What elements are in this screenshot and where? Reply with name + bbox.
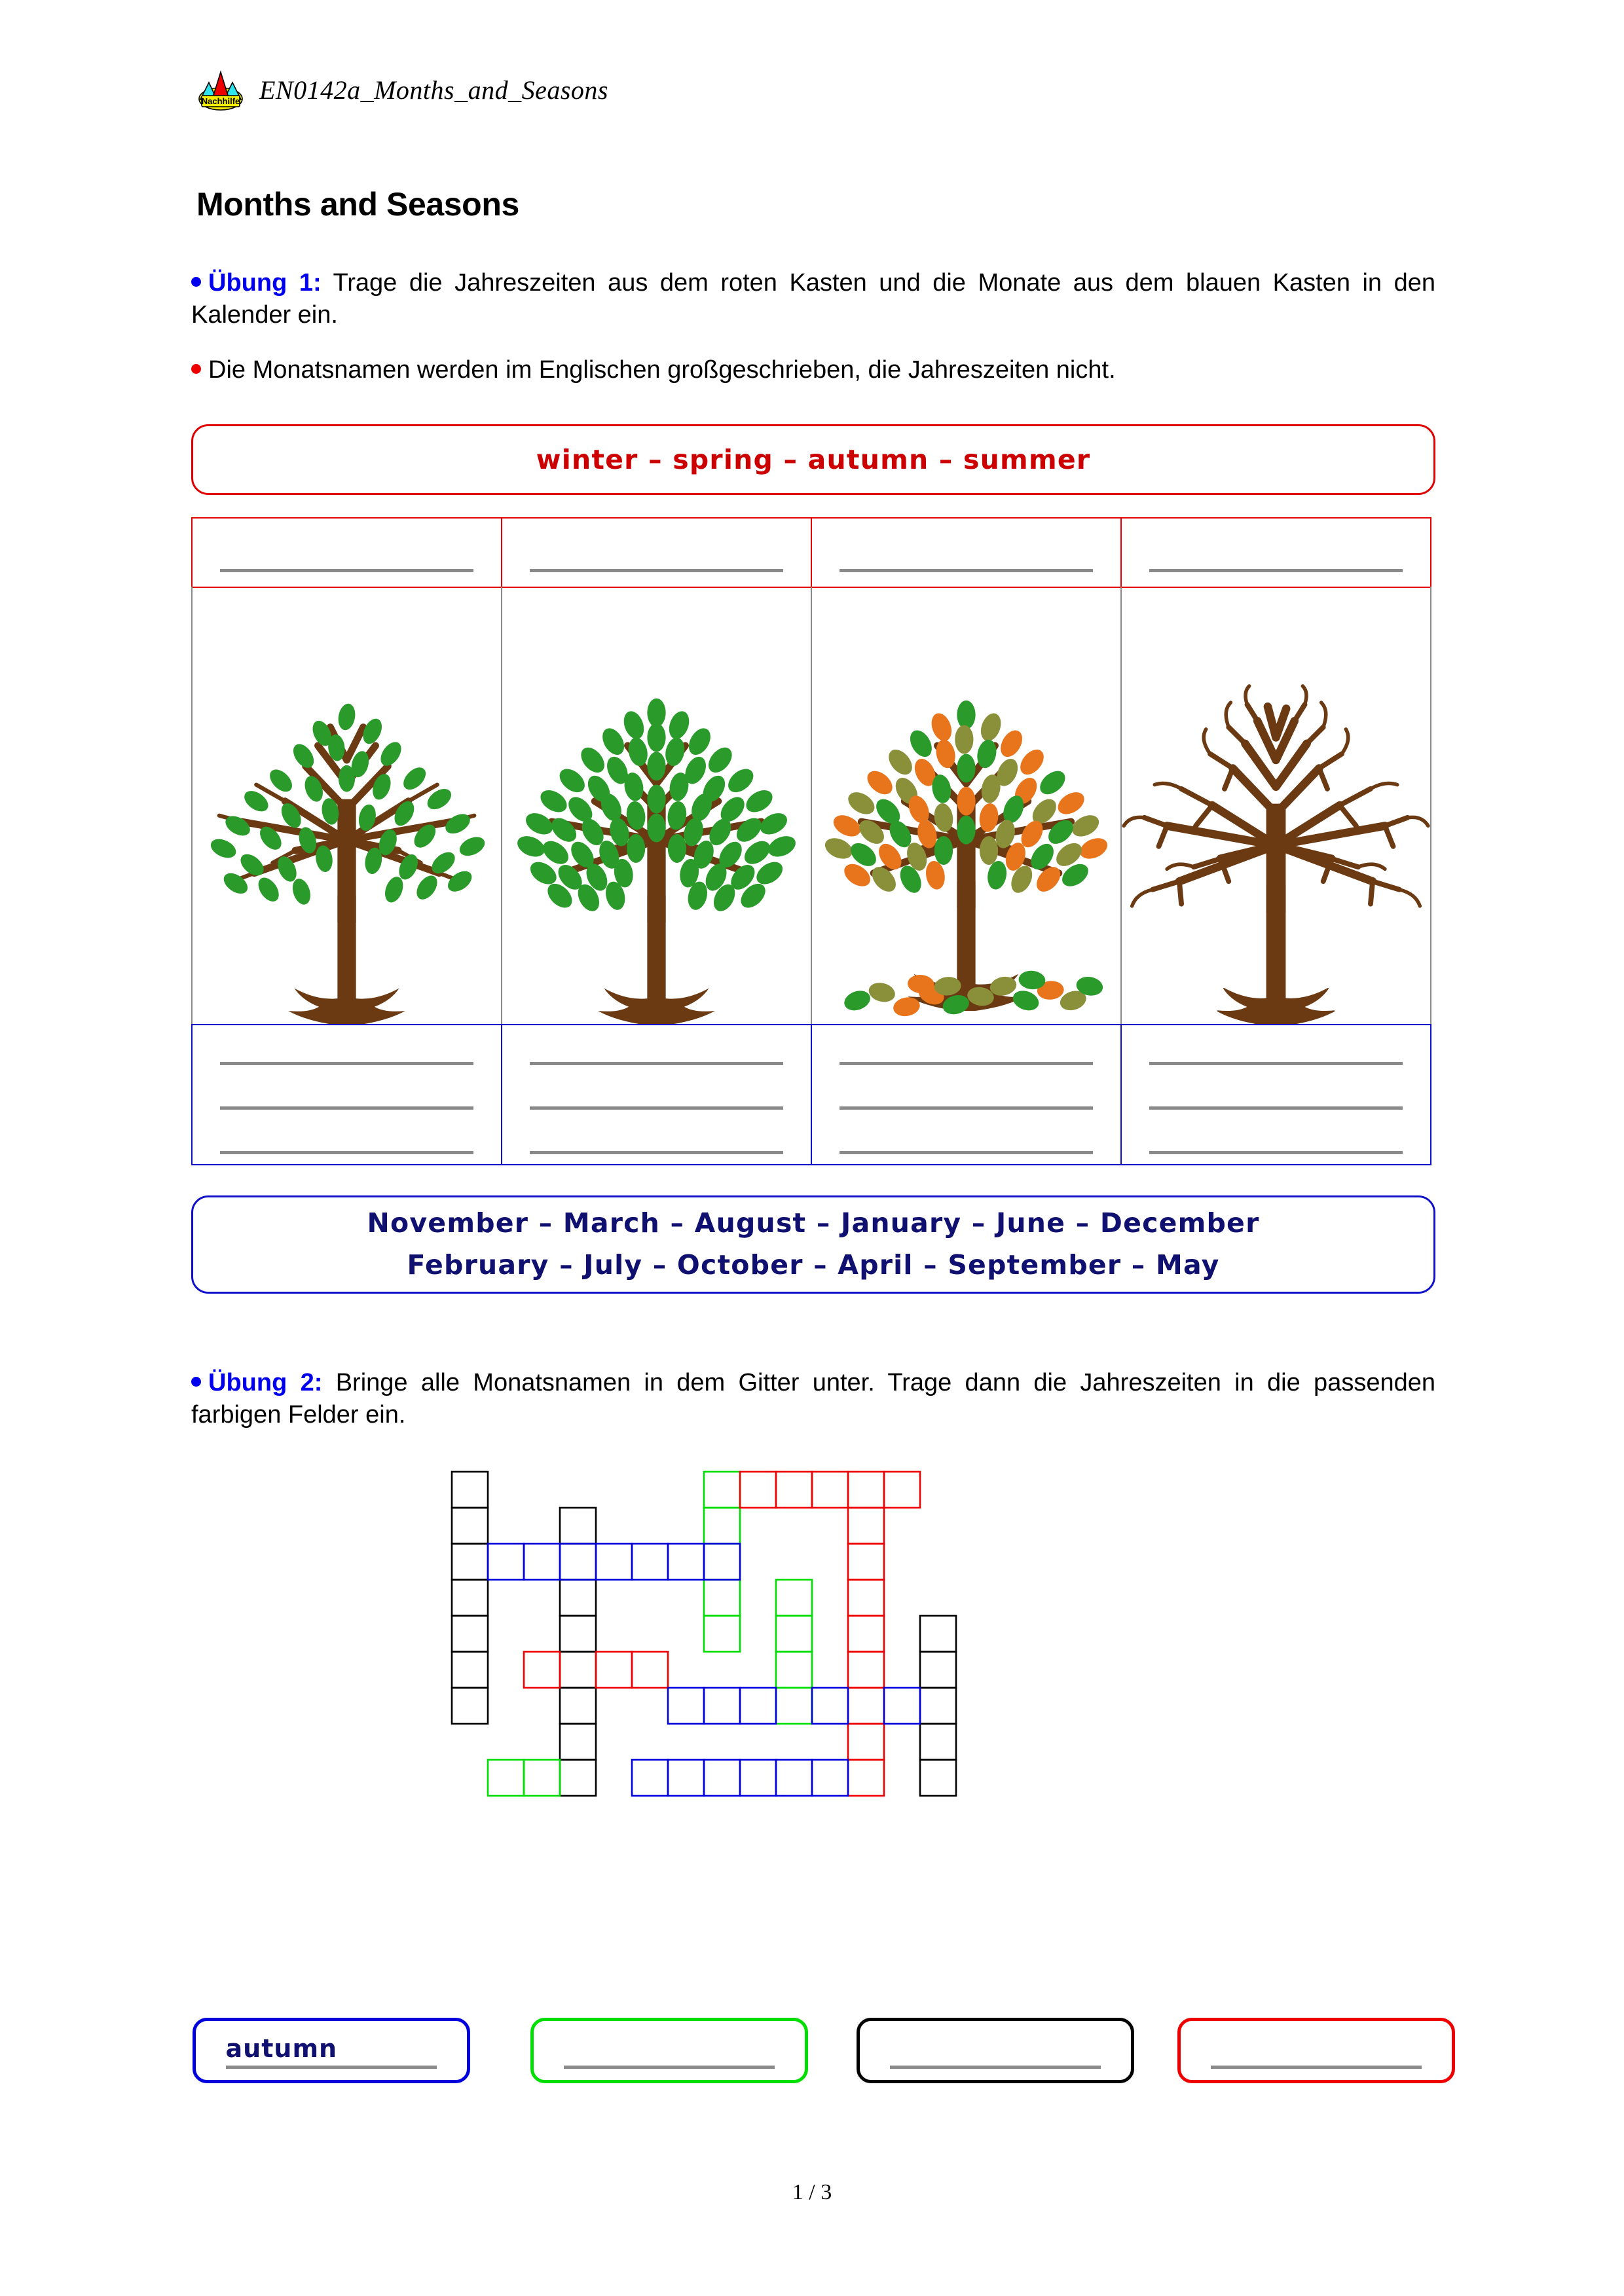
crossword-cell[interactable] bbox=[560, 1760, 596, 1796]
exercise2-instruction bbox=[191, 1367, 1435, 1430]
write-line bbox=[1149, 1062, 1402, 1065]
crossword-cell[interactable] bbox=[920, 1688, 956, 1724]
write-line bbox=[530, 1151, 783, 1154]
crossword-cell[interactable] bbox=[632, 1760, 668, 1796]
crossword-cell[interactable] bbox=[452, 1508, 488, 1544]
bullet-blue-icon bbox=[191, 1377, 201, 1387]
crossword-cell[interactable] bbox=[704, 1616, 740, 1652]
crossword-cell[interactable] bbox=[848, 1616, 884, 1652]
exercise2-label: Übung 2: bbox=[208, 1369, 323, 1396]
crossword-cell[interactable] bbox=[812, 1688, 848, 1724]
crossword-cell[interactable] bbox=[704, 1472, 740, 1508]
crossword-cell[interactable] bbox=[848, 1544, 884, 1580]
month-answer-row bbox=[191, 1024, 1435, 1165]
crossword-cell[interactable] bbox=[776, 1760, 812, 1796]
crossword-cell[interactable] bbox=[632, 1544, 668, 1580]
crossword-cell[interactable] bbox=[560, 1652, 596, 1688]
crossword-cell[interactable] bbox=[452, 1688, 488, 1724]
exercise1-text: Trage die Jahreszeiten aus dem roten Kasten und die Monate aus dem blauen Kasten in den Kalender ein. bbox=[191, 269, 1435, 329]
crossword-cell[interactable] bbox=[884, 1472, 920, 1508]
crossword-cell[interactable] bbox=[848, 1652, 884, 1688]
crossword-cell[interactable] bbox=[668, 1544, 704, 1580]
write-line bbox=[530, 1062, 783, 1065]
crossword-cell[interactable] bbox=[452, 1544, 488, 1580]
crossword-cell[interactable] bbox=[812, 1472, 848, 1508]
month-answer-cell[interactable] bbox=[191, 1024, 502, 1165]
crossword-cell[interactable] bbox=[524, 1652, 560, 1688]
crossword-cell[interactable] bbox=[452, 1472, 488, 1508]
crossword-cell[interactable] bbox=[848, 1724, 884, 1760]
crossword-cell[interactable] bbox=[740, 1760, 776, 1796]
crossword-cell[interactable] bbox=[776, 1472, 812, 1508]
crossword-cell[interactable] bbox=[452, 1580, 488, 1616]
exercise1-note bbox=[191, 354, 1435, 386]
crossword-cell[interactable] bbox=[524, 1544, 560, 1580]
exercise1-note-text: Die Monatsnamen werden im Englischen großgeschrieben, die Jahreszeiten nicht. bbox=[208, 356, 1116, 384]
tree-cell-spring bbox=[191, 587, 502, 1025]
crossword-cell[interactable] bbox=[560, 1544, 596, 1580]
crossword-cell[interactable] bbox=[704, 1688, 740, 1724]
tree-illustration-row bbox=[191, 587, 1435, 1025]
write-line bbox=[530, 569, 783, 572]
crossword-cell[interactable] bbox=[668, 1760, 704, 1796]
write-line bbox=[1211, 2066, 1422, 2069]
write-line bbox=[530, 1106, 783, 1110]
crossword-cell[interactable] bbox=[884, 1688, 920, 1724]
write-line bbox=[220, 1106, 473, 1110]
season-answer-box-red[interactable] bbox=[1177, 2018, 1455, 2083]
bullet-blue-icon bbox=[191, 277, 201, 287]
svg-text:Nachhilfe: Nachhilfe bbox=[201, 96, 240, 106]
spring-tree-icon bbox=[193, 587, 501, 1025]
autumn-tree-icon bbox=[812, 587, 1120, 1025]
crossword-cell[interactable] bbox=[704, 1508, 740, 1544]
crossword-cell[interactable] bbox=[848, 1508, 884, 1544]
nachhilfe-logo-icon bbox=[196, 68, 245, 111]
exercise1-label: Übung 1: bbox=[208, 269, 322, 297]
crossword-cell[interactable] bbox=[488, 1544, 524, 1580]
crossword-cell[interactable] bbox=[848, 1472, 884, 1508]
seasons-word-bank bbox=[191, 424, 1435, 495]
months-word-bank bbox=[191, 1195, 1435, 1294]
crossword-cell[interactable] bbox=[920, 1616, 956, 1652]
crossword-cell[interactable] bbox=[596, 1544, 632, 1580]
write-line bbox=[226, 2066, 437, 2069]
write-line bbox=[890, 2066, 1101, 2069]
crossword-cell[interactable] bbox=[848, 1760, 884, 1796]
write-line bbox=[1149, 569, 1402, 572]
season-calendar-grid bbox=[191, 517, 1435, 1165]
crossword-cell[interactable] bbox=[776, 1652, 812, 1688]
page-footer: 1 / 3 bbox=[792, 2180, 832, 2204]
months-word-bank-line2: February – July – October – April – September – May bbox=[407, 1249, 1220, 1281]
crossword-cell[interactable] bbox=[596, 1652, 632, 1688]
season-answer-cell[interactable] bbox=[1120, 517, 1431, 588]
crossword-cell[interactable] bbox=[704, 1544, 740, 1580]
crossword-cell[interactable] bbox=[524, 1760, 560, 1796]
crossword-cell[interactable] bbox=[848, 1688, 884, 1724]
summer-tree-icon bbox=[502, 587, 811, 1025]
write-line bbox=[840, 569, 1092, 572]
crossword-cell[interactable] bbox=[920, 1760, 956, 1796]
crossword-cell[interactable] bbox=[776, 1580, 812, 1616]
season-answer-box-green[interactable] bbox=[530, 2018, 808, 2083]
months-word-bank-line1: November – March – August – January – June – December bbox=[367, 1207, 1260, 1239]
crossword-cell[interactable] bbox=[632, 1652, 668, 1688]
season-answer-cell[interactable] bbox=[811, 517, 1122, 588]
tree-cell-winter bbox=[1120, 587, 1431, 1025]
season-answer-cell[interactable] bbox=[191, 517, 502, 588]
season-answer-box-blue[interactable] bbox=[193, 2018, 470, 2083]
crossword-cell[interactable] bbox=[452, 1616, 488, 1652]
write-line bbox=[840, 1151, 1092, 1154]
season-answer-cell[interactable] bbox=[501, 517, 812, 588]
exercise2-text: Bringe alle Monatsnamen in dem Gitter unter. Trage dann die Jahreszeiten in die passenden farbigen Felder ein. bbox=[191, 1369, 1435, 1429]
crossword-cell[interactable] bbox=[452, 1652, 488, 1688]
write-line bbox=[220, 569, 473, 572]
page-title: Months and Seasons bbox=[196, 186, 519, 223]
month-answer-cell[interactable] bbox=[1120, 1024, 1431, 1165]
write-line bbox=[1149, 1106, 1402, 1110]
crossword-cell[interactable] bbox=[560, 1616, 596, 1652]
crossword-cell[interactable] bbox=[920, 1652, 956, 1688]
seasons-word-bank-line: winter – spring – autumn – summer bbox=[536, 444, 1091, 475]
crossword-cell[interactable] bbox=[488, 1760, 524, 1796]
crossword-cell[interactable] bbox=[560, 1688, 596, 1724]
write-line bbox=[220, 1062, 473, 1065]
tree-cell-autumn bbox=[811, 587, 1122, 1025]
write-line bbox=[220, 1151, 473, 1154]
document-header bbox=[196, 68, 608, 111]
write-line bbox=[564, 2066, 775, 2069]
write-line bbox=[840, 1062, 1092, 1065]
season-answer-box-black[interactable] bbox=[857, 2018, 1134, 2083]
crossword-cell[interactable] bbox=[848, 1580, 884, 1616]
document-code: EN0142a_Months_and_Seasons bbox=[259, 75, 608, 105]
exercise1-instruction bbox=[191, 267, 1435, 331]
crossword-cell[interactable] bbox=[668, 1688, 704, 1724]
season-answer-value: autumn bbox=[225, 2034, 338, 2063]
bullet-red-icon bbox=[191, 364, 201, 374]
crossword-cell[interactable] bbox=[560, 1724, 596, 1760]
crossword-cell[interactable] bbox=[776, 1616, 812, 1652]
crossword-cell[interactable] bbox=[920, 1724, 956, 1760]
crossword-cell[interactable] bbox=[812, 1760, 848, 1796]
winter-tree-icon bbox=[1122, 587, 1430, 1025]
write-line bbox=[840, 1106, 1092, 1110]
write-line bbox=[1149, 1151, 1402, 1154]
crossword-cell[interactable] bbox=[704, 1760, 740, 1796]
month-answer-cell[interactable] bbox=[501, 1024, 812, 1165]
season-answer-row bbox=[191, 517, 1435, 588]
crossword-cell[interactable] bbox=[740, 1472, 776, 1508]
crossword-cell[interactable] bbox=[740, 1688, 776, 1724]
crossword-cell[interactable] bbox=[560, 1580, 596, 1616]
month-answer-cell[interactable] bbox=[811, 1024, 1122, 1165]
crossword-cell[interactable] bbox=[704, 1580, 740, 1616]
crossword-cell[interactable] bbox=[776, 1688, 812, 1724]
crossword-cell[interactable] bbox=[560, 1508, 596, 1544]
tree-cell-summer bbox=[501, 587, 812, 1025]
